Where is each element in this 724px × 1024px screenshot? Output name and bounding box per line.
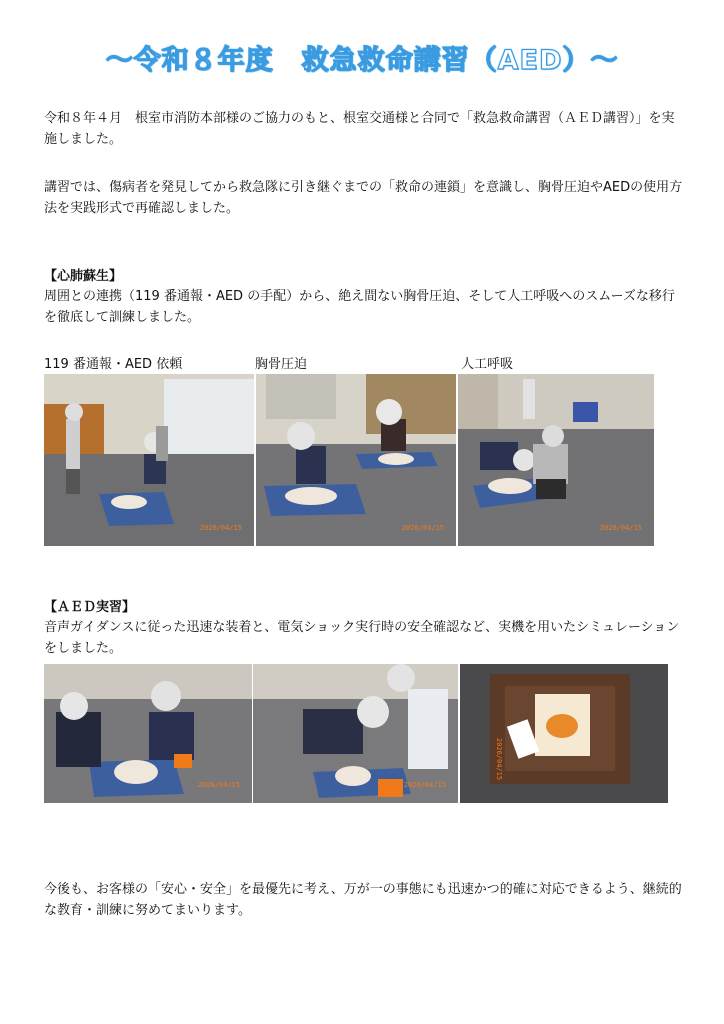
caption-call-119: 119 番通報・AED 依頼 [44,357,183,372]
photo-rescue-breathing [458,374,654,546]
photo-aed-shock [253,664,458,803]
section-body-cpr: 周囲との連携（119 番通報・AED の手配）から、絶え間ない胸骨圧迫、そして人工呼吸へのスムーズな移行を徹底して訓練しました。 [44,289,675,325]
caption-rescue-breathing: 人工呼吸 [461,357,514,372]
closing-paragraph: 今後も、お客様の「安心・安全」を最優先に考え、万が一の事態にも迅速かつ的確に対応できるよう、継続的な教育・訓練に努めてまいります。 [44,882,682,918]
page-title: ～令和８年度 救急救命講習（AED）～ [105,45,619,76]
photo-date-stamp: 2026/04/15 [599,524,642,532]
photo-aed-manual [460,664,668,803]
intro-paragraph-2: 講習では、傷病者を発見してから救急隊に引き継ぐまでの「救命の連鎖」を意識し、胸骨圧迫やAEDの使用方法を実践形式で再確認しました。 [44,180,683,216]
section-heading-aed: 【ＡＥＤ実習】 [44,600,136,615]
caption-chest-compression: 胸骨圧迫 [255,357,308,372]
photo-chest-compression [256,374,456,546]
photo-date-stamp: 2026/04/15 [495,737,504,781]
photo-date-stamp: 2026/04/15 [197,781,240,789]
section-heading-cpr: 【心肺蘇生】 [44,269,123,284]
photo-date-stamp: 2026/04/15 [403,781,446,789]
photo-aed-pads [44,664,252,803]
section-body-aed: 音声ガイダンスに従った迅速な装着と、電気ショック実行時の安全確認など、実機を用いたシミュレーションをしました。 [44,620,680,656]
photo-date-stamp: 2026/04/15 [199,524,242,532]
photo-call-119 [44,374,254,546]
photo-date-stamp: 2026/04/15 [401,524,444,532]
intro-paragraph-1: 令和８年４月 根室市消防本部様のご協力のもと、根室交通様と合同で「救急救命講習（ＡＥＤ講習）」を実施しました。 [44,111,675,147]
